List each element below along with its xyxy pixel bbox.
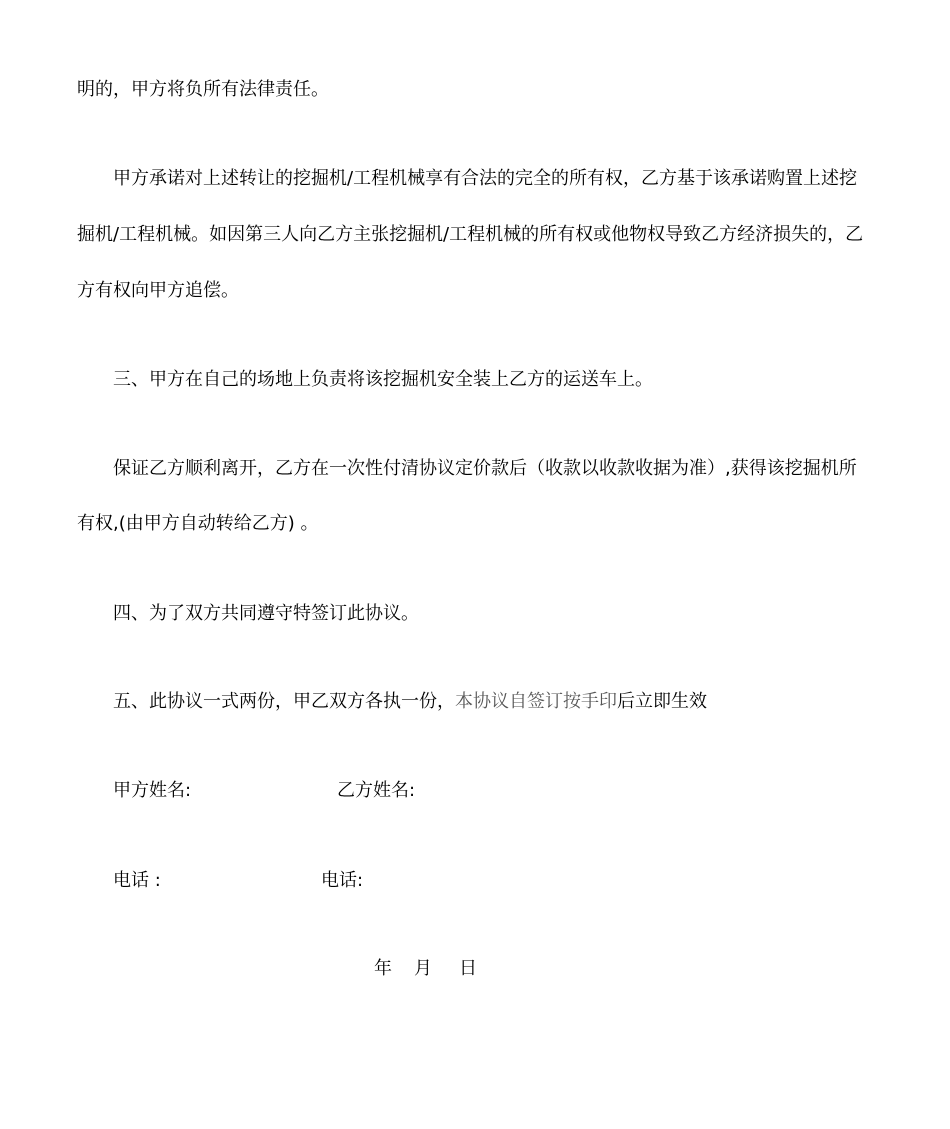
paragraph-line: 四、为了双方共同遵守特签订此协议。 (113, 603, 419, 624)
clause-text: 后立即生效 (617, 691, 707, 712)
paragraph-line: 甲方承诺对上述转让的挖掘机/工程机械享有合法的完全的所有权，乙方基于该承诺购置上述挖 (113, 168, 858, 189)
party-b-name-label: 乙方姓名: (337, 780, 416, 801)
party-b-phone-label: 电话: (321, 870, 364, 891)
date-month: 月 (414, 958, 432, 979)
paragraph-line: 保证乙方顺利离开，乙方在一次性付清协议定价款后（收款以收款收据为准）,获得该挖掘机所 (113, 458, 857, 479)
party-a-phone-label: 电话 : (113, 870, 161, 891)
paragraph-line: 掘机/工程机械。如因第三人向乙方主张挖掘机/工程机械的所有权或他物权导致乙方经济损失的，乙 (77, 224, 864, 245)
paragraph-line (113, 691, 707, 713)
paragraph-line: 方有权向甲方追偿。 (77, 280, 239, 301)
date-year: 年 (374, 958, 392, 979)
paragraph-line: 有权,(由甲方自动转给乙方) 。 (77, 513, 319, 534)
date-day: 日 (459, 958, 477, 979)
paragraph-line: 三、甲方在自己的场地上负责将该挖掘机安全装上乙方的运送车上。 (113, 369, 653, 390)
party-a-name-label: 甲方姓名: (113, 780, 192, 801)
clause-text: 五、此协议一式两份，甲乙双方各执一份， (113, 691, 455, 712)
paragraph-line: 明的，甲方将负所有法律责任。 (77, 79, 329, 100)
clause-text-highlight: 本协议自签订按手印 (455, 691, 617, 712)
